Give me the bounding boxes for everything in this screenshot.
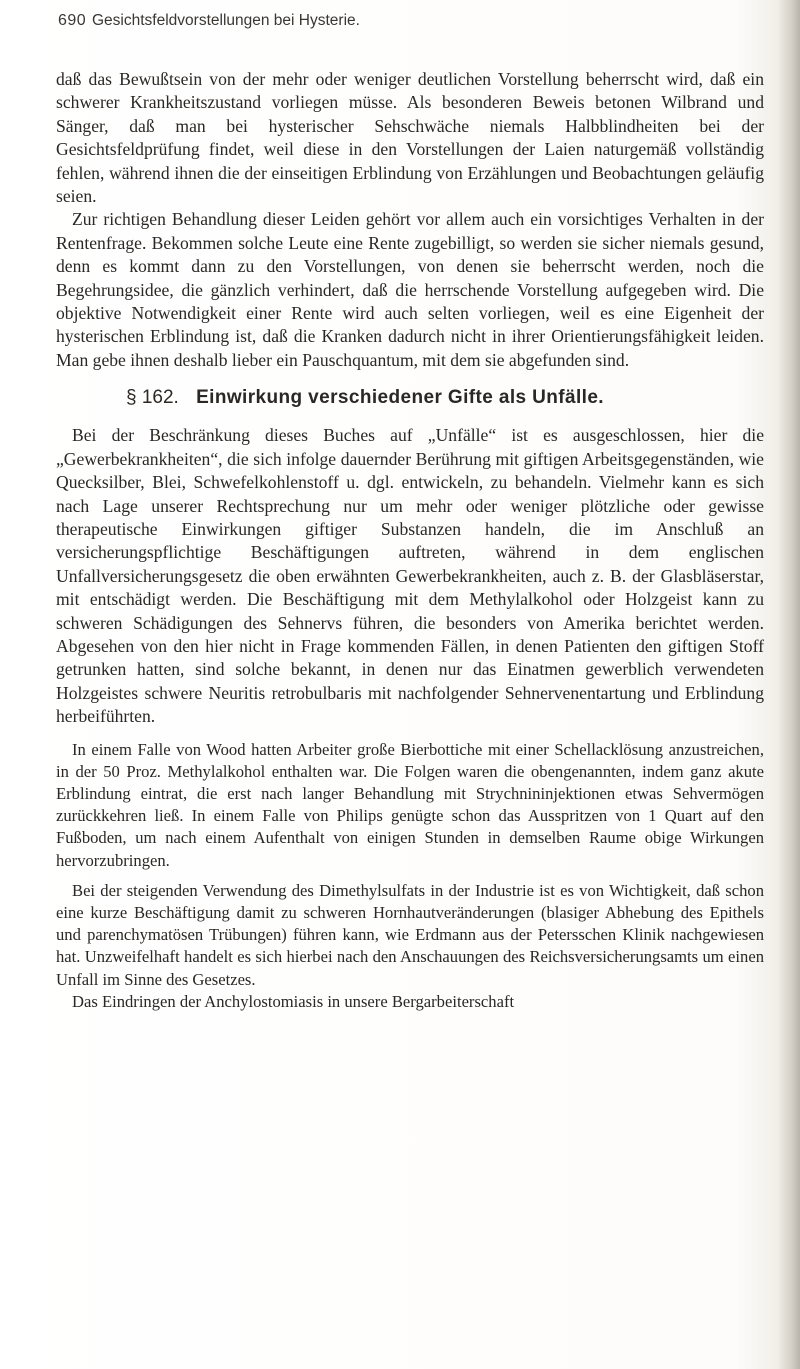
section-number: § 162. bbox=[126, 387, 179, 409]
paragraph-dimethylsulfat: Bei der steigenden Verwendung des Dimethylsulfats in der Industrie ist es von Wichtigkeit, daß schon eine kurze Beschäftigung damit zu schweren Hornhautveränderungen (blasiger Abhebung des Epithels und parenchymatösen Trübungen) führen kann, wie Erdmann aus der Petersschen Klinik nachgewiesen hat. Unzweifelhaft handelt es sich hierbei nach den Anschauungen des Reichsversicherungsamts um einen Unfall im Sinne des Gesetzes. bbox=[56, 880, 764, 989]
page-header bbox=[58, 12, 758, 44]
page-number: 690 bbox=[58, 12, 87, 29]
body-text bbox=[56, 68, 764, 1013]
section-heading bbox=[56, 386, 764, 410]
paragraph-rentenfrage: Zur richtigen Behandlung dieser Leiden gehört vor allem auch ein vorsichtiges Verhalten in der Rentenfrage. Bekommen solche Leute eine Rente zugebilligt, so werden sie sicher niemals gesund, denn es kommt dann zu den Vorstellungen, von denen sie beherrscht werden, noch die Begehrungsidee, die gänzlich verhindert, daß die herrschende Vorstellung aufgegeben wird. Die objektive Notwendigkeit einer Rente wird auch selten vorliegen, weil es eine Eigenheit der hysterischen Erblindung ist, daß die Kranken dadurch nicht in ihrer Orientierungsfähigkeit leiden. Man gebe ihnen deshalb lieber ein Pauschquantum, mit dem sie abgefunden sind. bbox=[56, 209, 764, 370]
paragraph-wood-philips: In einem Falle von Wood hatten Arbeiter große Bierbottiche mit einer Schellacklösung anzustreichen, in der 50 Proz. Methylalkohol enthalten war. Die Folgen waren die obengenannten, indem ganz akute Erblindung eintrat, die erst nach langer Behandlung mit Strychnininjektionen etwas Sehvermögen zurückkehren ließ. In einem Falle von Philips genügte schon das Ausspritzen von 1 Quart auf den Fußboden, um nach einem Aufenthalt von einigen Stunden in demselben Raume obige Wirkungen hervorzubringen. bbox=[56, 739, 764, 870]
running-title: Gesichtsfeldvorstellungen bei Hysterie. bbox=[92, 12, 360, 29]
section-title: Einwirkung verschiedener Gifte als Unfälle. bbox=[196, 387, 604, 409]
paragraph-hysteria-vorstellung: daß das Bewußtsein von der mehr oder weniger deutlichen Vorstellung beherrscht wird, daß ein schwerer Krankheitszustand vorliegen müsse. Als besonderen Beweis betonen Wilbrand und Sänger, daß man bei hysterischer Sehschwäche niemals Halbblindheiten bei der Gesichtsfeldprüfung findet, weil diese in den Vorstellungen der Laien naturgemäß vollständig fehlen, während ihnen die der einseitigen Erblindung von Erzählungen und Beobachtungen geläufig seien. bbox=[56, 69, 764, 207]
paragraph-anchylostomiasis: Das Eindringen der Anchylostomiasis in unsere Bergarbeiterschaft bbox=[72, 991, 515, 1011]
page-edge-shadow bbox=[778, 0, 800, 1369]
small-print-block bbox=[56, 739, 764, 1013]
paragraph-gewerbekrankheiten: Bei der Beschränkung dieses Buches auf „Unfälle“ ist es ausgeschlossen, hier die „Gewerbekrankheiten“, die sich infolge dauernder Berührung mit giftigen Arbeitsgegenständen, wie Quecksilber, Blei, Schwefelkohlenstoff u. dgl. entwickeln, zu behandeln. Vielmehr kann es sich nach Lage unserer Rechtsprechung nur um mehr oder weniger plötzliche oder gewisse therapeutische Einwirkungen giftiger Substanzen handeln, die im Anschluß an versicherungspflichtige Beschäftigungen auftreten, während in dem englischen Unfallversicherungsgesetz die oben erwähnten Gewerbekrankheiten, auch z. B. der Glasbläserstar, mit entschädigt werden. Die Beschäftigung mit dem Methylalkohol oder Holzgeist kann zu schweren Schädigungen des Sehnervs führen, die besonders von Amerika berichtet werden. Abgesehen von den hier nicht in Frage kommenden Fällen, in denen Patienten den giftigen Stoff getrunken hatten, sind solche bekannt, in denen nur das Einatmen gewerblich verwendeten Holzgeistes schwere Neuritis retrobulbaris mit nachfolgender Sehnervenentartung und Erblindung herbeiführten. bbox=[56, 425, 764, 727]
